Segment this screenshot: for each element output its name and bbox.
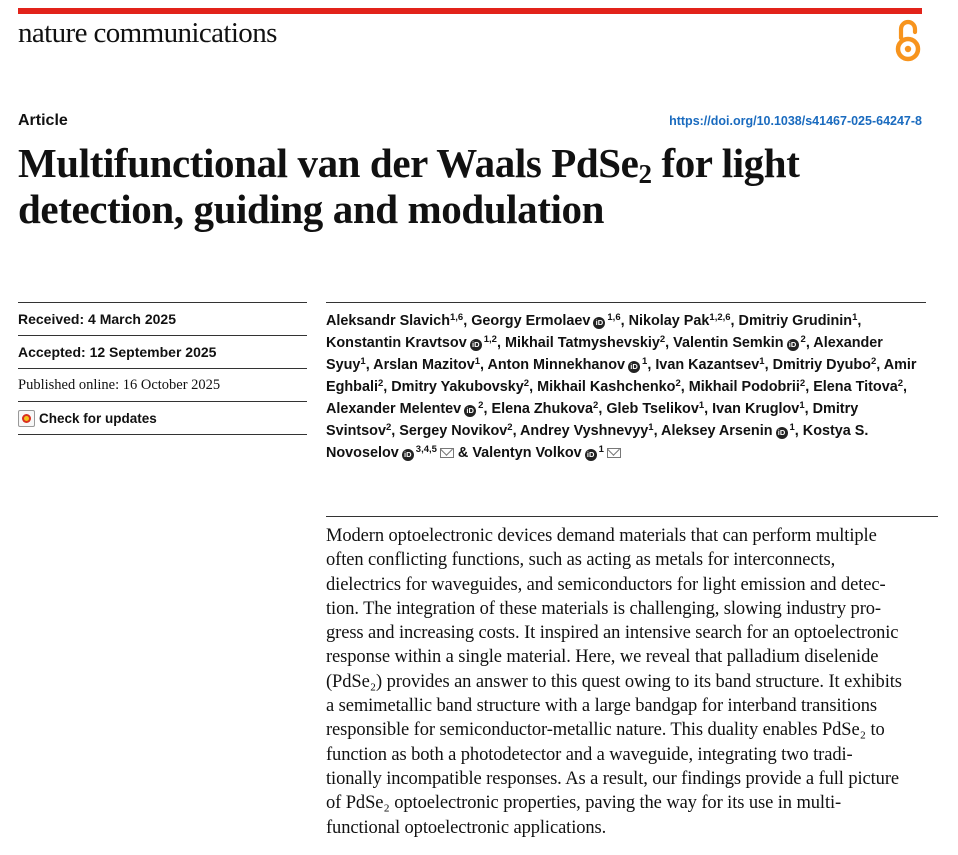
author-separator: ,: [857, 313, 862, 329]
check-updates-icon: [18, 410, 35, 427]
author-name[interactable]: [326, 401, 483, 417]
author-name-text: Sergey Novikov: [399, 423, 508, 439]
author-separator: ,: [704, 401, 713, 417]
author-name-text: Alexander Melentev: [326, 401, 462, 417]
author-name-text: Aleksandr Slavich: [326, 313, 450, 329]
abstract-line: often conflicting functions, such as acting as metals for interconnects,: [326, 550, 836, 571]
author-separator: ,: [480, 357, 488, 373]
orcid-icon[interactable]: iD: [787, 339, 799, 351]
author-name-text: Ivan Kazantsev: [655, 357, 760, 373]
abstract-line: function as both a photodetector and a waveguide, integrating two tradi-: [326, 744, 853, 765]
author-name-text: Nikolay Pak: [628, 313, 710, 329]
affiliation-superscript: 2: [897, 378, 903, 389]
affiliation-superscript: 2: [385, 422, 392, 433]
abstract: [326, 516, 938, 840]
affiliation-superscript: 1,2: [483, 334, 497, 345]
author-name[interactable]: [373, 357, 480, 373]
author-separator: ,: [512, 423, 521, 439]
author-separator: ,: [483, 401, 492, 417]
author-name-text: Gleb Tselikov: [606, 401, 699, 417]
author-name-text: Konstantin Kravtsov: [326, 335, 467, 351]
orcid-icon[interactable]: iD: [402, 449, 414, 461]
author-separator: ,: [463, 313, 472, 329]
affiliation-superscript: 1,6: [449, 312, 464, 323]
author-name-text: Amir Eghbali: [326, 357, 917, 395]
author-separator: ,: [805, 379, 814, 395]
author-name[interactable]: [689, 379, 805, 395]
orcid-icon[interactable]: iD: [593, 317, 605, 329]
affiliation-superscript: 2: [377, 378, 384, 389]
title-subscript: 2: [638, 159, 652, 189]
orcid-icon[interactable]: iD: [776, 427, 788, 439]
abstract-line: responsible for semiconductor-metallic nature. This duality enables PdSe₂ to: [326, 720, 885, 741]
affiliation-superscript: 1,6: [607, 312, 621, 323]
journal-name[interactable]: nature communications: [18, 17, 277, 49]
author-separator: ,: [598, 401, 607, 417]
accepted-date: Accepted: 12 September 2025: [18, 335, 307, 368]
author-name-text: Aleksey Arsenin: [661, 423, 773, 439]
author-separator: ,: [620, 313, 629, 329]
author-separator: ,: [680, 379, 689, 395]
author-name[interactable]: [471, 313, 620, 329]
author-name[interactable]: [391, 379, 529, 395]
affiliation-superscript: 1: [598, 444, 604, 455]
author-separator: ,: [653, 423, 662, 439]
affiliation-superscript: 2: [507, 422, 513, 433]
author-name-text: Dmitry Yakubovsky: [391, 379, 524, 395]
author-name-text: Anton Minnekhanov: [487, 357, 626, 373]
author-name[interactable]: [520, 423, 654, 439]
author-name-text: Mikhail Kashchenko: [537, 379, 676, 395]
author-separator: ,: [804, 401, 813, 417]
doi-link[interactable]: https://doi.org/10.1038/s41467-025-64247-8: [669, 114, 922, 128]
orcid-icon[interactable]: iD: [464, 405, 476, 417]
author-name-text: Dmitriy Dyubo: [772, 357, 871, 373]
author-separator: ,: [647, 357, 656, 373]
author-name-text: Georgy Ermolaev: [471, 313, 591, 329]
abstract-line: of PdSe₂ optoelectronic properties, paving the way for its use in multi-: [326, 793, 842, 814]
author-separator: ,: [365, 357, 374, 373]
author-separator: ,: [391, 423, 400, 439]
author-name[interactable]: [661, 423, 795, 439]
author-name-text: Mikhail Tatmyshevskiy: [504, 335, 660, 351]
abstract-line: functional optoelectronic applications.: [326, 817, 607, 838]
affiliation-superscript: 2: [799, 378, 806, 389]
author-name[interactable]: [399, 423, 512, 439]
abstract-line: gress and increasing costs. It inspired an intensive search for an optoelectronic: [326, 623, 899, 644]
affiliation-superscript: 1,2,6: [709, 312, 731, 323]
article-title: [18, 140, 943, 232]
author-name[interactable]: [472, 445, 621, 461]
affiliation-superscript: 1: [474, 356, 481, 367]
affiliation-superscript: 1: [648, 422, 654, 433]
affiliation-superscript: 1: [698, 400, 705, 411]
article-type-label: Article: [18, 112, 68, 129]
abstract-line: tionally incompatible responses. As a result, our findings provide a full picture: [326, 768, 899, 789]
affiliation-superscript: 2: [593, 400, 599, 411]
author-separator: ,: [794, 423, 803, 439]
author-name[interactable]: [712, 401, 804, 417]
author-name-text: Mikhail Podobrii: [688, 379, 800, 395]
orcid-icon[interactable]: iD: [628, 361, 640, 373]
envelope-icon[interactable]: [607, 448, 621, 458]
affiliation-superscript: 1: [852, 312, 858, 323]
author-name-text: Valentin Semkin: [673, 335, 784, 351]
author-name-text: Arslan Mazitov: [373, 357, 475, 373]
author-separator: ,: [805, 335, 814, 351]
published-date: Published online: 16 October 2025: [18, 368, 307, 401]
affiliation-superscript: 2: [659, 334, 666, 345]
author-separator: ,: [665, 335, 674, 351]
author-name[interactable]: [491, 401, 598, 417]
author-name-text: Ivan Kruglov: [712, 401, 800, 417]
author-list: [326, 302, 926, 464]
received-date: Received: 4 March 2025: [18, 302, 307, 335]
affiliation-superscript: 1: [799, 400, 805, 411]
author-separator: ,: [903, 379, 907, 395]
author-name-text: Dmitriy Grudinin: [738, 313, 853, 329]
affiliation-superscript: 2: [870, 356, 877, 367]
envelope-icon[interactable]: [440, 448, 454, 458]
affiliation-superscript: 2: [675, 378, 681, 389]
abstract-line: dielectrics for waveguides, and semiconductors for light emission and detec-: [326, 574, 886, 595]
title-part-1: Multifunctional van der Waals PdSe: [18, 140, 639, 186]
affiliation-superscript: 1: [759, 356, 765, 367]
author-name-text: Alexander Syuy: [326, 335, 883, 373]
affiliation-superscript: 1: [642, 356, 648, 367]
author-separator: ,: [730, 313, 739, 329]
abstract-line: a semimetallic band structure with a large bandgap for interband transitions: [326, 696, 877, 717]
author-name[interactable]: [537, 379, 681, 395]
affiliation-superscript: 2: [800, 334, 806, 345]
abstract-line: response within a single material. Here, we reveal that palladium diselenide: [326, 647, 879, 668]
author-name[interactable]: [673, 335, 806, 351]
author-name[interactable]: [488, 357, 648, 373]
author-name[interactable]: [326, 313, 463, 329]
author-name[interactable]: [655, 357, 764, 373]
author-name[interactable]: [773, 357, 877, 373]
author-name-text: Kostya S. Novoselov: [326, 423, 869, 461]
affiliation-superscript: 2: [478, 400, 484, 411]
author-name-text: Andrey Vyshnevyy: [520, 423, 649, 439]
author-name[interactable]: [326, 335, 497, 351]
orcid-icon[interactable]: iD: [585, 449, 597, 461]
author-separator: &: [453, 445, 473, 461]
author-name-text: Elena Titova: [813, 379, 898, 395]
affiliation-superscript: 3,4,5: [415, 444, 437, 455]
author-separator: ,: [496, 335, 505, 351]
author-name[interactable]: [739, 313, 858, 329]
author-name-text: Dmitry Svintsov: [326, 401, 859, 439]
affiliation-superscript: 1: [789, 422, 795, 433]
author-separator: ,: [876, 357, 884, 373]
author-name[interactable]: [629, 313, 731, 329]
author-separator: ,: [383, 379, 392, 395]
article-dates-sidebar: [18, 302, 307, 435]
check-updates-button[interactable]: [18, 401, 307, 435]
author-separator: ,: [529, 379, 538, 395]
author-name[interactable]: [813, 379, 903, 395]
author-separator: ,: [764, 357, 773, 373]
author-name-text: Elena Zhukova: [491, 401, 594, 417]
open-access-icon[interactable]: [893, 18, 923, 62]
check-updates-label: Check for updates: [39, 410, 157, 426]
title-part-2: for light detection, guiding and modulation: [18, 140, 800, 232]
affiliation-superscript: 2: [523, 378, 530, 389]
abstract-line: Modern optoelectronic devices demand materials that can perform multiple: [326, 526, 877, 546]
affiliation-superscript: 1: [360, 356, 366, 367]
journal-accent-bar: [18, 8, 922, 14]
orcid-icon[interactable]: iD: [470, 339, 482, 351]
abstract-line: tion. The integration of these materials is challenging, slowing industry pro-: [326, 598, 881, 619]
author-name[interactable]: [505, 335, 665, 351]
author-name[interactable]: [606, 401, 704, 417]
author-name-text: Valentyn Volkov: [472, 445, 582, 461]
abstract-line: (PdSe₂) provides an answer to this quest owing to its band structure. It exhibits: [326, 671, 902, 692]
